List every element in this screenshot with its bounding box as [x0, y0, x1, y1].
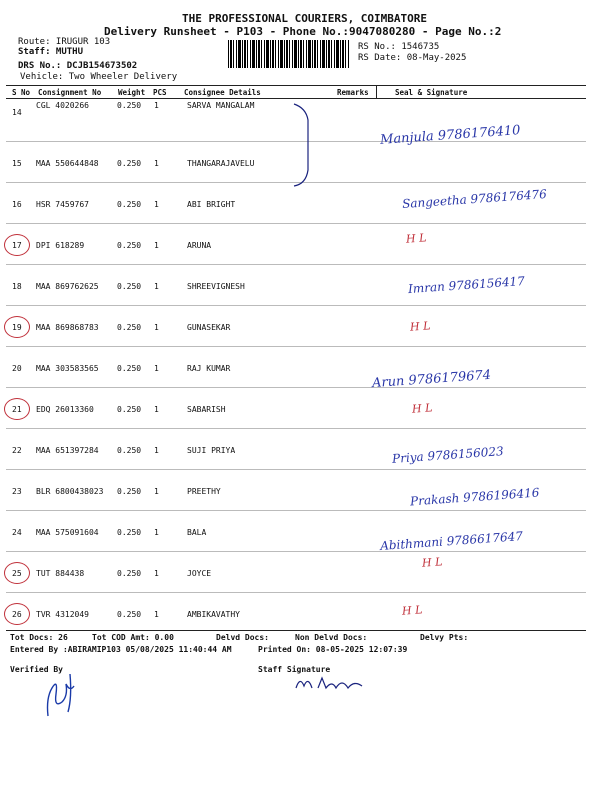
- row-consignee: BALA: [187, 528, 207, 537]
- row-separator: [6, 592, 586, 593]
- row-weight: 0.250: [117, 159, 142, 168]
- row-consignment-no: MAA 869868783: [36, 323, 99, 332]
- row-consignee: THANGARAJAVELU: [187, 159, 255, 168]
- tot-cod-amt: Tot COD Amt: 0.00: [92, 633, 174, 642]
- signature-row-24: Abithmani 9786617647: [379, 529, 524, 553]
- row-pcs: 1: [154, 446, 159, 455]
- row-consignee: PREETHY: [187, 487, 221, 496]
- row-consignee: AMBIKAVATHY: [187, 610, 240, 619]
- row-separator: [6, 305, 586, 306]
- row-pcs: 1: [154, 323, 159, 332]
- col-pcs: PCS: [153, 88, 167, 97]
- row-consignment-no: MAA 303583565: [36, 364, 99, 373]
- vehicle-label: Vehicle: Two Wheeler Delivery: [20, 72, 178, 82]
- row-weight: 0.250: [117, 569, 142, 578]
- row-separator: [6, 551, 586, 552]
- table-row: [0, 305, 600, 346]
- row-weight: 0.250: [117, 446, 142, 455]
- staff-signature-mark: [292, 672, 372, 696]
- signature-row-22: Priya 9786156023: [391, 444, 505, 466]
- signature-row-18: Imran 9786156417: [407, 273, 526, 297]
- row-sno: 23: [12, 487, 22, 496]
- delvy-pts: Delvy Pts:: [420, 633, 469, 642]
- row-pcs: 1: [154, 241, 159, 250]
- col-remarks: Remarks: [337, 88, 369, 97]
- printed-on: Printed On: 08-05-2025 12:07:39: [258, 645, 408, 654]
- row-sno: 20: [12, 364, 22, 373]
- table-row: [0, 346, 600, 387]
- signature-row-25: H L: [421, 555, 443, 570]
- signature-row-26: H L: [401, 603, 423, 618]
- row-consignment-no: MAA 869762625: [36, 282, 99, 291]
- table-header-border: [6, 98, 586, 99]
- row-consignment-no: MAA 550644848: [36, 159, 99, 168]
- row-circle-mark: [4, 562, 30, 584]
- col-consignment: Consignment No: [38, 88, 102, 97]
- row-consignee: SHREEVIGNESH: [187, 282, 245, 291]
- row-separator: [6, 469, 586, 470]
- row-weight: 0.250: [117, 282, 142, 291]
- row-weight: 0.250: [117, 323, 142, 332]
- tot-docs: Tot Docs: 26: [10, 633, 68, 642]
- remarks-divider: [376, 86, 377, 98]
- signature-row-21: H L: [411, 401, 433, 416]
- row-pcs: 1: [154, 405, 159, 414]
- signature-row-23: Prakash 9786196416: [409, 485, 540, 509]
- table-row: [0, 223, 600, 264]
- drs-label: DRS No.: DCJB154673502: [18, 61, 138, 71]
- row-consignee: SARVA MANGALAM: [187, 101, 255, 110]
- row-pcs: 1: [154, 200, 159, 209]
- staff-signature-label: Staff Signature: [258, 665, 331, 674]
- non-delvd-docs: Non Delvd Docs:: [295, 633, 368, 642]
- row-weight: 0.250: [117, 200, 142, 209]
- row-sno: 19: [12, 323, 22, 332]
- rs-date: RS Date: 08-May-2025: [358, 53, 467, 63]
- table-row: [0, 592, 600, 633]
- col-sno: S No: [12, 88, 31, 97]
- company-name: THE PROFESSIONAL COURIERS, COIMBATORE: [182, 12, 428, 25]
- row-separator: [6, 346, 586, 347]
- row-circle-mark: [4, 603, 30, 625]
- row-pcs: 1: [154, 101, 159, 110]
- row-separator: [6, 510, 586, 511]
- barcode-image: [228, 40, 350, 68]
- col-weight: Weight: [118, 88, 146, 97]
- signature-row-17: H L: [405, 231, 427, 246]
- row-consignment-no: HSR 7459767: [36, 200, 89, 209]
- table-row: [0, 551, 600, 592]
- row-consignment-no: EDQ 26013360: [36, 405, 94, 414]
- verifier-signature-mark: [40, 668, 90, 720]
- verified-by-label: Verified By: [10, 665, 63, 674]
- row-consignment-no: BLR 6800438023: [36, 487, 104, 496]
- row-consignee: JOYCE: [187, 569, 212, 578]
- row-pcs: 1: [154, 610, 159, 619]
- col-seal-signature: Seal & Signature: [395, 88, 468, 97]
- row-pcs: 1: [154, 364, 159, 373]
- row-weight: 0.250: [117, 101, 142, 110]
- table-row: [0, 387, 600, 428]
- table-top-border: [6, 85, 586, 86]
- row-consignee: GUNASEKAR: [187, 323, 231, 332]
- signature-row-20: Arun 9786179674: [371, 367, 492, 392]
- row-weight: 0.250: [117, 405, 142, 414]
- row-circle-mark: [4, 234, 30, 256]
- row-consignment-no: CGL 4020266: [36, 101, 89, 110]
- row-weight: 0.250: [117, 610, 142, 619]
- row-separator: [6, 223, 586, 224]
- signature-row-16: Sangeetha 9786176476: [401, 186, 548, 212]
- row-circle-mark: [4, 316, 30, 338]
- row-pcs: 1: [154, 528, 159, 537]
- row-pcs: 1: [154, 282, 159, 291]
- row-separator: [6, 264, 586, 265]
- signature-row-19: H L: [409, 319, 431, 334]
- row-weight: 0.250: [117, 528, 142, 537]
- runsheet-subtitle: Delivery Runsheet - P103 - Phone No.:9047080280 - Page No.:2: [104, 25, 502, 38]
- table-row: [0, 428, 600, 469]
- row-consignment-no: MAA 575091604: [36, 528, 99, 537]
- row-sno: 21: [12, 405, 22, 414]
- row-sno: 17: [12, 241, 22, 250]
- row-consignment-no: DPI 618289: [36, 241, 85, 250]
- row-sno: 15: [12, 159, 22, 168]
- row-separator: [6, 428, 586, 429]
- row-pcs: 1: [154, 487, 159, 496]
- row-separator: [6, 387, 586, 388]
- row-sno: 22: [12, 446, 22, 455]
- row-consignee: SUJI PRIYA: [187, 446, 236, 455]
- row-pcs: 1: [154, 569, 159, 578]
- row-circle-mark: [4, 398, 30, 420]
- row-consignee: ARUNA: [187, 241, 212, 250]
- staff-label: Staff: MUTHU: [18, 47, 84, 57]
- row-consignee: RAJ KUMAR: [187, 364, 231, 373]
- entered-by: Entered By :ABIRAMIP103 05/08/2025 11:40:44 AM: [10, 645, 232, 654]
- col-consignee: Consignee Details: [184, 88, 261, 97]
- row-sno: 25: [12, 569, 22, 578]
- row-pcs: 1: [154, 159, 159, 168]
- route-label: Route: IRUGUR 103: [18, 37, 111, 47]
- row-consignment-no: MAA 651397284: [36, 446, 99, 455]
- bracket-mark: [290, 100, 320, 190]
- row-weight: 0.250: [117, 487, 142, 496]
- row-sno: 14: [12, 108, 22, 117]
- table-bottom-border: [6, 630, 586, 631]
- row-sno: 18: [12, 282, 22, 291]
- row-consignment-no: TVR 4312049: [36, 610, 89, 619]
- signature-row-15: Manjula 9786176410: [379, 123, 521, 148]
- delvd-docs: Delvd Docs:: [216, 633, 269, 642]
- rs-number: RS No.: 1546735: [358, 42, 440, 52]
- row-weight: 0.250: [117, 364, 142, 373]
- row-sno: 24: [12, 528, 22, 537]
- row-consignee: SABARISH: [187, 405, 226, 414]
- row-sno: 16: [12, 200, 22, 209]
- row-sno: 26: [12, 610, 22, 619]
- row-weight: 0.250: [117, 241, 142, 250]
- row-consignment-no: TUT 884438: [36, 569, 85, 578]
- row-consignee: ABI BRIGHT: [187, 200, 236, 209]
